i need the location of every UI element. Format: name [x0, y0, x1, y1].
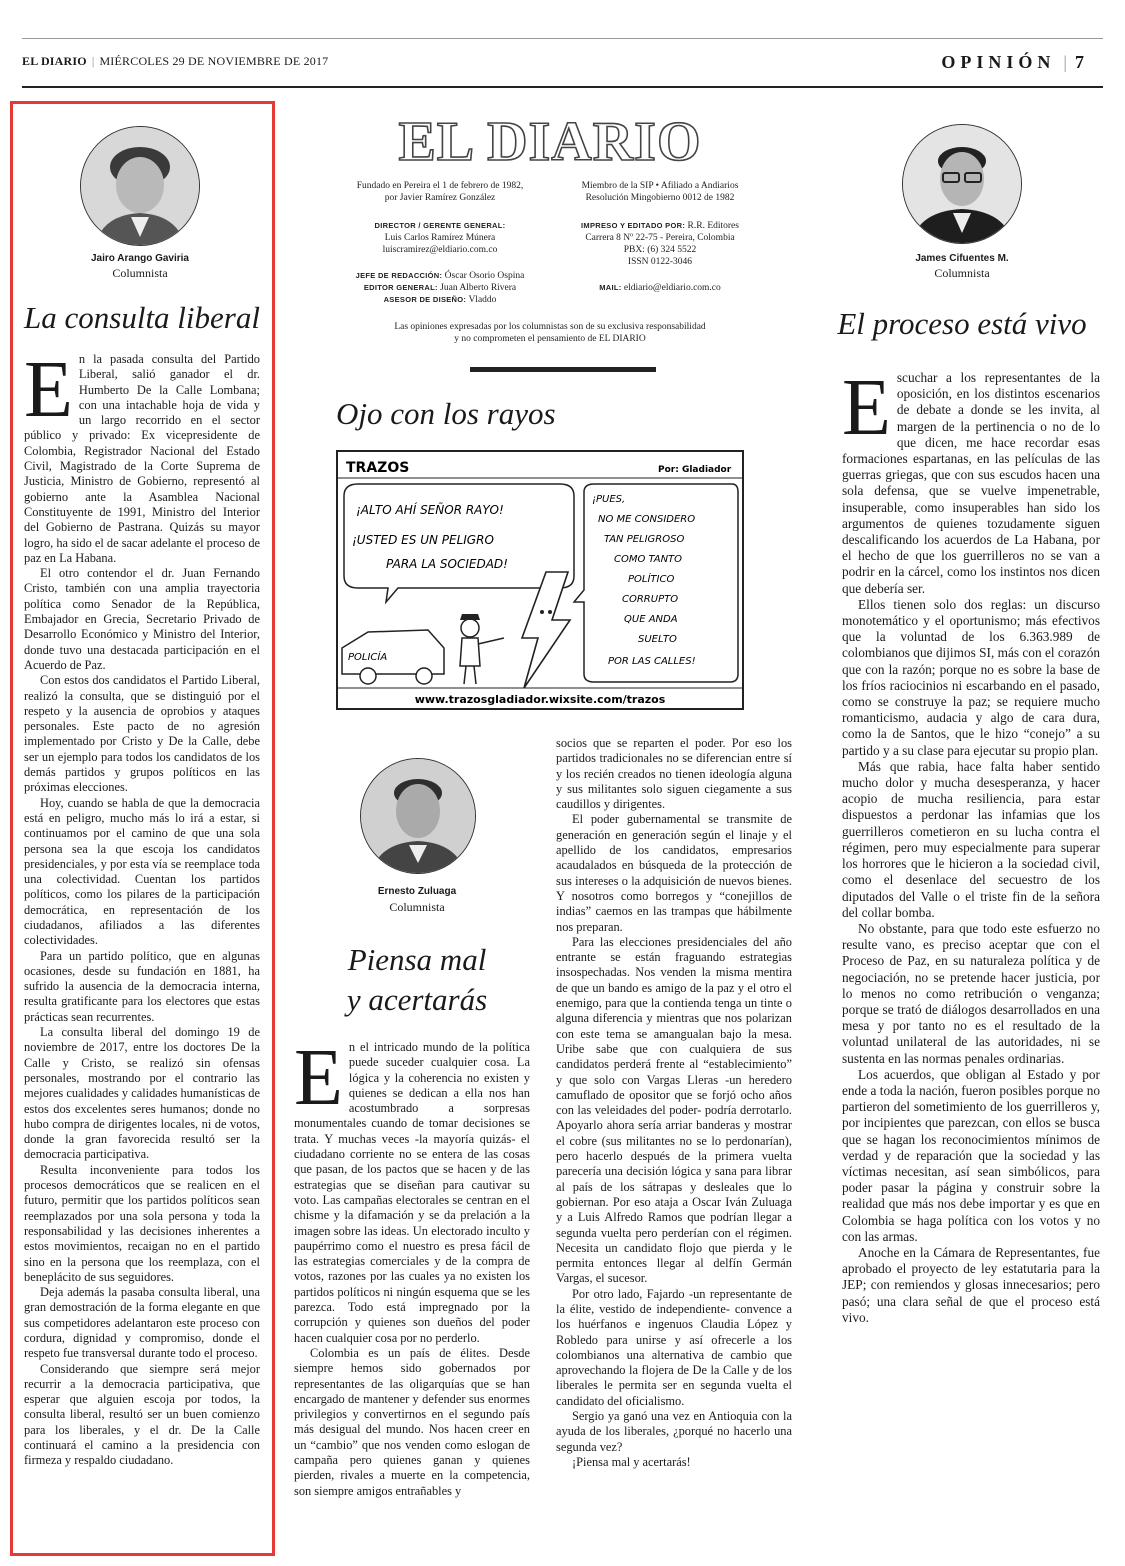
pbx: PBX: (6) 324 5522 [623, 245, 697, 255]
director-email: luiscramirez@eldiario.com.co [382, 245, 498, 255]
cartoon-title: Ojo con los rayos [336, 396, 556, 431]
bubble-text: ¡USTED ES UN PELIGRO [352, 533, 494, 547]
director-block [340, 220, 540, 256]
paragraph: Colombia es un país de élites. Desde siempre hemos sido gobernados por representantes de las oligarquías que se han encargado de mantener y defender sus enormes privilegios y convertirnos en el segundo país más desigual del mundo. Nos hacen creer en un “cambio” que nos venden como eslogan de campaña pero quienes ganan y quienes pierden, rivales a muerte en la competencia, son siempre amigos entrañables y [294, 1345, 530, 1498]
bubble-text: SUELTO [638, 634, 677, 645]
drop-cap: E [294, 1040, 343, 1122]
page-number: 7 [1075, 52, 1089, 72]
paragraph: Para las elecciones presidenciales del año entrante se están fraguando estrategias insospechadas. Nos venden la misma mentira de que un bando es amigo de la paz y el otro el enemigo, para que la contienda tenga un tinte o alguna diferencia y mientras que nos polarizan con este tema se amangualan bajo la mesa. Uribe sabe que con cualquiera de sus candidatos perderá frente al “establecimiento” y que solo con Vargas Lleras -un heredero camuflado de opositor que se forjó ocho años con las veleidades del poder- podría derrotarlo. Apoyarlo ahora sería arriar banderas y mostrar el cobre (sus militantes no se lo perdonarían), pero hacerlo después de la primera vuelta parecería una decisión lógica y sana para librar al país de los sátrapas y desleales que lo gobiernan. Por eso ataja a Oscar Iván Zuluaga y a Luis Alfredo Ramos que podrían llegar a segunda vuelta pero perderían con el régimen. Necesita un candidato flojo que pierda y le permita entonces llegar al delfín Germán Vargas, el sucesor. [556, 934, 792, 1286]
bubble-text: TAN PELIGROSO [604, 534, 685, 545]
founded-block [340, 180, 540, 204]
bubble-text: QUE ANDA [624, 614, 678, 625]
column-body-right [842, 370, 1100, 1554]
author-photo-james [902, 124, 1022, 244]
portrait-icon [81, 127, 199, 245]
paragraph: El poder gubernamental se transmite de generación en generación según el linaje y el apellido de los candidatos, empresarios acaudalados en búsqueda de la protección de sus intereses o la adquisición de nuevos bienes. Y nosotros como borregos y “conejillos de indias” caemos en las trampas que hábilmente nos preparan. [556, 812, 792, 934]
author-name: Ernesto Zuluaga [377, 886, 457, 897]
bubble-text: ¡PUES, [592, 494, 626, 505]
strip-name: TRAZOS [346, 460, 410, 476]
jefe-label: JEFE DE REDACCIÓN: [355, 271, 443, 280]
bubble-text: COMO TANTO [614, 554, 683, 565]
bubble-text: ¡ALTO AHÍ SEÑOR RAYO! [356, 503, 504, 517]
disclaimer [330, 321, 770, 345]
strip-byline: Por: Gladiador [658, 465, 732, 475]
header-rule [22, 86, 1103, 88]
paragraph: El otro contendor el dr. Juan Fernando Cristo, también con una amplia trayectoria política como Senador de la República, Embajador en Grecia, Secretario Privado de Desarrollo Económico y Ministro del Interior, donde tuvo una destacada participación en el Acuerdo de Paz. [24, 566, 260, 672]
mail-block [560, 282, 760, 294]
paragraph: Para un partido político, que en algunas ocasiones, desde su fundación en 1881, ha sufrido la ausencia de la democracia interna, resulta gratificante para los electores que estas prácticas sean recurrentes. [24, 948, 260, 1024]
column-title [300, 940, 534, 1020]
cartoon-strip [336, 450, 744, 710]
jefe-value: Óscar Osorio Ospina [444, 271, 525, 281]
column-body-center-a [294, 1040, 530, 1550]
member-line: Resolución Mingobierno 0012 de 1982 [585, 193, 735, 203]
title-line: Piensa mal [347, 942, 487, 977]
director-label: DIRECTOR / GERENTE GENERAL: [374, 221, 506, 230]
paragraph: En el intricado mundo de la política puede suceder cualquier cosa. La lógica y la coherencia no existen y quienes se dedican a ella nos han acostumbrado a sorpresas monumentales cuando de tomar decisiones se trata. Y muchas veces -la mayoría quizás- el ciudadano corriente no se entera de las cosas que pasan, de los pactos que se hacen y de las estrategias que se diseñan para cautivar su voto. Las campañas electorales se centran en el chisme y la difamación y se da prelación a la imagen sobre las ideas. Un electorado inculto y paupérrimo como el nuestro es presa fácil de las estrategias comerciales y de la compra de votos, razones por las cuales ya no existen los partidos políticos ni ningún esquema que se les parezca. Todo está impregnado por la corrupción y quienes son dueños del poder hacen cualquier cosa por no perderlo. [294, 1040, 530, 1345]
paragraph: Por otro lado, Fajardo -un representante de la élite, vestido de independiente- convence a los huérfanos e ingenuos Claudia López y Robledo para unirse y así ofrecerle a los colombianos una alternativa de cambio que aprovechando la flojera de De la Calle y de los liberales le permita ser en segunda vuelta el candidato del oficialismo. [556, 1286, 792, 1408]
paragraph: Con estos dos candidatos el Partido Liberal, realizó la consulta, que se distinguió por el respeto y la ausencia de oprobios y ataques personales. Este pacto de no agresión implementado por Cristo y De la Calle, debe ser un ejemplo para todos los candidatos de los demás partidos y grupos políticos en las próximas elecciones. [24, 673, 260, 795]
policeman-icon [461, 619, 479, 637]
issn: ISSN 0122-3046 [627, 257, 693, 267]
asesor-value: Vladdo [468, 295, 497, 305]
column-title: El proceso está vivo [837, 306, 1087, 341]
bubble-text: POLÍTICO [628, 574, 675, 585]
editor-value: Juan Alberto Rivera [440, 283, 517, 293]
paragraph: Los acuerdos, que obligan al Estado y por ende a toda la nación, fueron posibles porque no partieron del sometimiento de los guerrilleros y, por incipientes que parezcan, con ellos se busca que se hagan los reconocimientos mínimos de verdad y de reparación que la sociedad y las víctimas necesitan, así sean simbólicos, para poder pasar la página y construir sobre la realidad que más nos debe importar y es que en Colombia se haga política con los votos y no con las armas. [842, 1066, 1100, 1244]
masthead-rule [470, 367, 656, 372]
bubble-text: CORRUPTO [622, 594, 679, 605]
masthead-logo [395, 108, 705, 170]
page-header-left: EL DIARIO | MIÉRCOLES 29 DE NOVIEMBRE DE 2017 [22, 54, 329, 68]
paragraph: Ellos tienen solo dos reglas: un discurso monotemático y el oportunismo; más efectivos que la voluntad de los 6.363.989 de colombianos que dijimos SI, más con el corazón que con la razón; porque no es sobre la base de los fríos raciocinios ni escarbando en el pasado, como se construye la paz; se requiere mucho romanticismo, audacia y algo de cara dura, como la de Santos, que le hizo “conejo” a su partido y a su clase para ejecutar su propio plan. [842, 596, 1100, 758]
drop-cap: E [842, 370, 891, 452]
author-name: Jairo Arango Gaviria [91, 253, 189, 264]
paragraph: socios que se reparten el poder. Por eso los partidos tradicionales no se diferencian entre sí y los recién creados no tienen ideología alguna y sus militantes solo siguen ciegamente a sus caudillos y dirigentes. [556, 736, 792, 812]
paragraph: Hoy, cuando se habla de que la democracia está en peligro, mucho más lo irá a estar, si continuamos por el camino de que una sola persona sea la que escoja los candidatos presidenciales, y por esta vía se reemplace toda una colectividad. Cuentan los partidos políticos, como los pilares de la participación democrática, en representación de los ciudadanos, afiliados a las diferentes colectividades. [24, 795, 260, 948]
author-photo-jairo [80, 126, 200, 246]
paragraph: Deja además la pasaba consulta liberal, una gran demostración de la forma elegante en que sus competidores adelantaron este proceso con cordura, dignidad y compromiso, donde el respeto fue transversal durante todo el proceso. [24, 1285, 260, 1361]
cartoon-url: www.trazosgladiador.wixsite.com/trazos [414, 693, 666, 706]
paragraph: ¡Piensa mal y acertarás! [572, 1454, 691, 1469]
founded-line: por Javier Ramírez González [384, 193, 496, 203]
top-rule [22, 38, 1103, 39]
issue-date: MIÉRCOLES 29 DE NOVIEMBRE DE 2017 [99, 54, 329, 68]
author-role: Columnista [112, 266, 168, 280]
paragraph: Más que rabia, hace falta haber sentido mucho dolor y mucha desesperanza, y hacer acopio de mucha resiliencia, para estar dispuestos a perdonar las infamias que los guerrilleros cometieron en su lucha contra el régimen, pero muy especialmente para superar los horrores que le hicieron a la sociedad civil, como el desenlace del secuestro de los diputados del Valle o el triste fin de la señora del collar bomba. [842, 758, 1100, 920]
paragraph: Sergio ya ganó una vez en Antioquia con la ayuda de los liberales, ¿porqué no hacerlo una segunda vez? [556, 1409, 792, 1454]
bubble-text: PARA LA SOCIEDAD! [386, 557, 508, 571]
author-name: James Cifuentes M. [915, 253, 1009, 264]
column-body-center-b [556, 736, 792, 1551]
author-role: Columnista [389, 900, 445, 914]
lightning-bolt-icon [522, 572, 570, 688]
page-header-right: OPINIÓN | 7 [941, 52, 1089, 72]
author-role: Columnista [934, 266, 990, 280]
column-title: La consulta liberal [24, 300, 260, 335]
title-line: y acertarás [346, 982, 488, 1017]
disclaimer-line: y no comprometen el pensamiento de EL DIARIO [454, 334, 646, 344]
bubble-text: NO ME CONSIDERO [598, 514, 696, 525]
paragraph: Anoche en la Cámara de Representantes, fue aprobado el proyecto de ley estatutaria para la JEP; con remiendos y glosas innecesarios; pero pasó; una clara señal de que el proceso está vivo. [842, 1244, 1100, 1325]
paragraph: Considerando que siempre será mejor recurrir a la democracia participativa, que esperar que alguien escoja por todos, la consulta liberal, resultó ser un buen comienzo para los liberales, y el dr. De la Calle continuará el camino a la presidencia con firmeza y respaldo ciudadano. [24, 1361, 260, 1468]
disclaimer-line: Las opiniones expresadas por los columnistas son de su exclusiva responsabilidad [394, 322, 706, 332]
asesor-label: ASESOR DE DISEÑO: [383, 295, 467, 304]
column-body-left [24, 352, 260, 1548]
member-line: Miembro de la SIP • Afiliado a Andiarios [581, 181, 739, 191]
portrait-icon [903, 125, 1021, 243]
founded-line: Fundado en Pereira el 1 de febrero de 1982, [356, 181, 524, 191]
portrait-icon [361, 759, 475, 873]
paragraph: En la pasada consulta del Partido Liberal, salió ganador el dr. Humberto De la Calle Lombana; con una intachable hoja de vida y un largo recorrido en el sector público y privado: Ex vicepresidente de Colombia, Registrador Nacional del Estado Civil, Magistrado de la Corte Suprema de Justicia, Ministro de Gobierno, representó al gobierno ante la Asamblea Nacional Constituyente de 1991, Ministro del Interior del Gobierno de Pastrana. Quizás su mayor logro, ha sido el de sacar adelante el proceso de paz en La Habana. [24, 352, 260, 565]
car-label: POLICÍA [348, 652, 388, 663]
bubble-text: POR LAS CALLES! [608, 656, 696, 667]
author-photo-ernesto [360, 758, 476, 874]
logo-text: EL DIARIO [398, 111, 702, 170]
paragraph: La consulta liberal del domingo 19 de noviembre de 2017, entre los doctores De la Calle y Cristo, se realizó sin ofensas personales, mostrando por el contrario las mejores cualidades y calidades humanísticas de estos dos excelentes seres humanos; donde no hubo compra de dirigentes locales, ni de votos, donde la gran favorecida resultó ser la democracia participativa. [24, 1025, 260, 1162]
printer-value: R.R. Editores [687, 221, 739, 231]
staff-block [340, 270, 540, 306]
printer-label: IMPRESO Y EDITADO POR: [581, 221, 686, 230]
editor-label: EDITOR GENERAL: [363, 283, 438, 292]
director-name: Luis Carlos Ramírez Múnera [384, 233, 496, 243]
paper-name: EL DIARIO [22, 54, 87, 68]
section-name: OPINIÓN [941, 52, 1056, 72]
mail-label: MAIL: [599, 283, 622, 292]
paragraph: Resulta inconveniente para todos los procesos democráticos que se realicen en el futuro, permitir que los partidos políticos sean reemplazados por una sola persona y toda la responsabilidad y las decisiones inherentes a estos movimientos, recaigan no en el partido sino en la persona que los reemplaza, con el beneplácito de sus seguidores. [24, 1162, 260, 1284]
drop-cap: E [24, 352, 73, 434]
address: Carrera 8 Nº 22-75 - Pereira, Colombia [585, 233, 735, 243]
printer-block [560, 220, 760, 268]
paragraph: No obstante, para que todo este esfuerzo no resulte vano, es preciso aceptar que con el Proceso de Paz, en su naturaleza política y de negociación, no se pretende hacer justicia, por lo menos no como retribución o venganza; porque se trató de diálogos desarrollados en una mesa y por tanto no es el resultado de la voluntad unilateral de las autoridades, ni se sustenta en las normas penales ordinarias. [842, 920, 1100, 1066]
mail-value: eldiario@eldiario.com.co [623, 283, 721, 293]
paragraph: Escuchar a los representantes de la oposición, en los distintos escenarios de debate a donde se les invita, al margen de la pertinencia o no de lo que dicen, me hace recordar esas formaciones espartanas, en las películas de las guerras griegas, que con sus escudos hacen una sola defensa, que se vuelve impenetrable, insuperable, como insuperables han sido los argumentos de quienes tozudamente siguen descalificando los acuerdos de La Habana, por el hecho de que los guerrilleros no se van a podrir en la cárcel, como los instintos nos dicen que debería ser. [842, 370, 1100, 596]
member-block [560, 180, 760, 204]
